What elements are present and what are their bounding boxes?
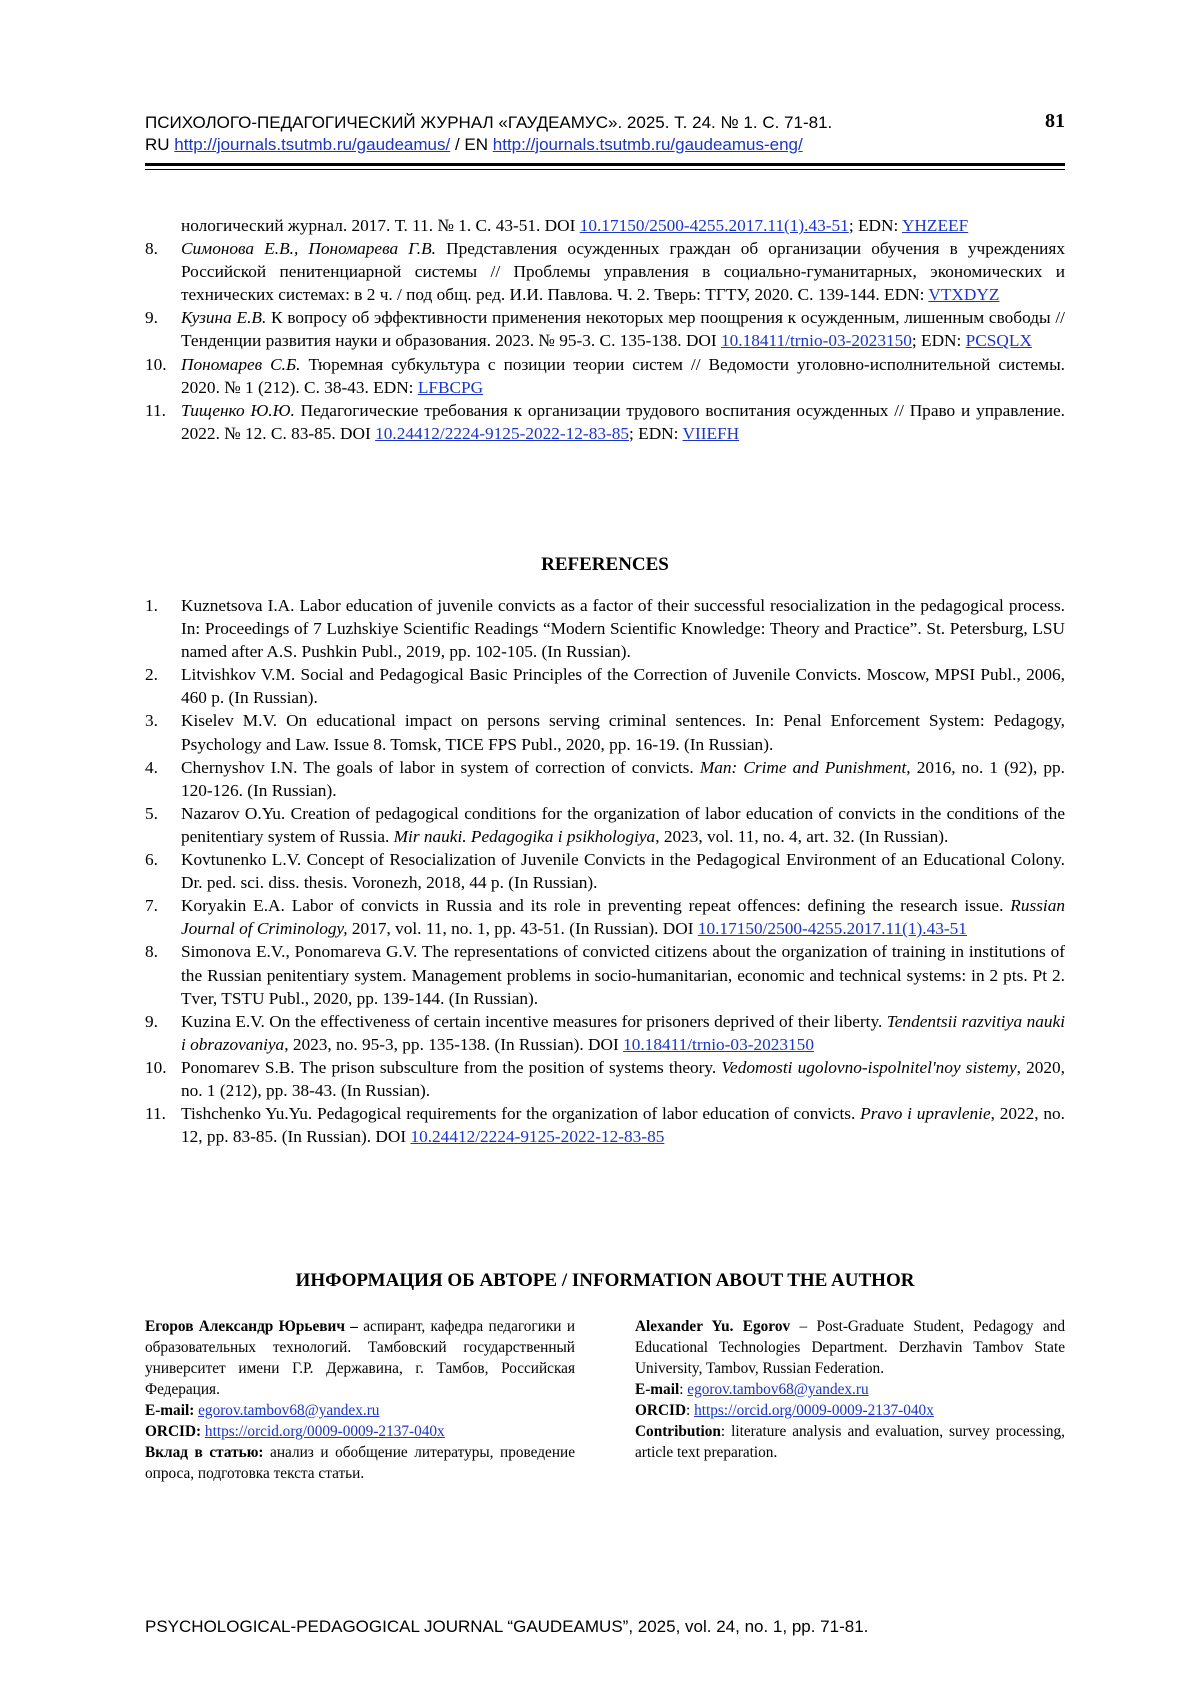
ru-prefix: RU bbox=[145, 135, 170, 154]
author-info-heading: ИНФОРМАЦИЯ ОБ АВТОРЕ / INFORMATION ABOUT THE AUTHOR bbox=[295, 1270, 915, 1291]
reference-item-10: 10. Ponomarev S.B. The prison subsculture from the position of systems theory. Vedomosti ugolovno-ispolnitel'noy sistemy, 2020, no. 1 (212), pp. 38-43. (In Russian). bbox=[145, 1057, 1065, 1100]
en-journal-link[interactable]: http://journals.tsutmb.ru/gaudeamus-eng/ bbox=[492, 135, 803, 154]
reference-item-4: 4. Chernyshov I.N. The goals of labor in system of correction of convicts. Man: Crime and Punishment, 2016, no. 1 (92), pp. 120-126. (In Russian). bbox=[145, 757, 1065, 800]
edn-link[interactable]: YHZEEF bbox=[901, 216, 969, 235]
author-info-en bbox=[635, 1316, 1065, 1463]
journal-citation-ru: ПСИХОЛОГО-ПЕДАГОГИЧЕСКИЙ ЖУРНАЛ «ГАУДЕАМУС». 2025. Т. 24. № 1. С. 71-81. bbox=[145, 113, 833, 132]
edn-link[interactable]: PCSQLX bbox=[965, 331, 1032, 351]
author-orcid-ru: ORCID: https://orcid.org/0009-0009-2137-040x bbox=[145, 1423, 445, 1440]
page-number: 81 bbox=[1045, 110, 1065, 132]
orcid-link[interactable]: https://orcid.org/0009-0009-2137-040x bbox=[694, 1402, 934, 1419]
en-separator: / EN bbox=[454, 135, 489, 154]
reference-item-6: 6. Kovtunenko L.V. Concept of Resocialization of Juvenile Convicts in the Pedagogical Environment of an Educational Colony. Dr. ped. sci. diss. thesis. Voronezh, 2018, 44 p. (In Russian). bbox=[145, 850, 1065, 893]
ref-item-10: 10. Пономарев С.Б. Тюремная субкультура с позиции теории систем // Ведомости уголовно-исполнительной системы. 2020. № 1 (212). С. 38-43. EDN: LFBCPG bbox=[145, 354, 1065, 397]
doi-link[interactable]: 10.18411/trnio-03-2023150 bbox=[623, 1034, 814, 1054]
author-bio-ru: Егоров Александр Юрьевич – аспирант, кафедра педагогики и образовательных технологий. Тамбовский государственный университет имени Г.Р. Державина, г. Тамбов, Российская Федерация. bbox=[145, 1318, 576, 1398]
author-contribution-ru: Вклад в статью: анализ и обобщение литературы, проведение опроса, подготовка текста статьи. bbox=[145, 1444, 575, 1482]
author-name-ru: Егоров Александр Юрьевич – bbox=[145, 1318, 358, 1335]
author-email-en: E-mail: egorov.tambov68@yandex.ru bbox=[635, 1381, 869, 1398]
journal-title: Vedomosti ugolovno-ispolnitel'noy sistemy bbox=[721, 1057, 1017, 1077]
reference-item-8: 8. Simonova E.V., Ponomareva G.V. The representations of convicted citizens about the organization of training in institutions of the Russian penitentiary system. Management problems in socio-humanitarian, economic and technical systems: in 2 pts. Pt 2. Tver, TSTU Publ., 2020, pp. 139-144. (In Russian). bbox=[145, 942, 1065, 1008]
reference-item-11: 11. Tishchenko Yu.Yu. Pedagogical requirements for the organization of labor education of convicts. Pravo i upravlenie, 2022, no. 12, pp. 83-85. (In Russian). DOI 10.24412/2224-9125-2022-12-83-85 bbox=[145, 1104, 1065, 1147]
doi-link[interactable]: 10.18411/trnio-03-2023150 bbox=[721, 331, 912, 351]
edn-link[interactable]: VIIEFH bbox=[682, 423, 740, 443]
ref-item-11: 11. Тищенко Ю.Ю. Педагогические требования к организации трудового воспитания осужденных // Право и управление. 2022. № 12. С. 83-85. DOI 10.24412/2224-9125-2022-12-83-85; EDN: VIIEFH bbox=[145, 400, 1065, 443]
reference-item-2: 2. Litvishkov V.M. Social and Pedagogical Basic Principles of the Correction of Juvenile Convicts. Moscow, MPSI Publ., 2006, 460 p. (In Russian). bbox=[145, 665, 1065, 708]
journal-title: Pravo i upravlenie bbox=[860, 1104, 991, 1124]
journal-urls bbox=[145, 134, 1065, 156]
ref-authors: Кузина Е.В. bbox=[181, 308, 267, 328]
email-link[interactable]: egorov.tambov68@yandex.ru bbox=[198, 1402, 380, 1419]
journal-title: Mir nauki. Pedagogika i psikhologiya bbox=[393, 826, 656, 846]
author-info-ru bbox=[145, 1316, 575, 1484]
author-email-ru: E-mail: egorov.tambov68@yandex.ru bbox=[145, 1402, 380, 1419]
email-link[interactable]: egorov.tambov68@yandex.ru bbox=[687, 1381, 869, 1398]
doi-link[interactable]: 10.17150/2500-4255.2017.11(1).43-51 bbox=[697, 919, 967, 939]
doi-link[interactable]: 10.24412/2224-9125-2022-12-83-85 bbox=[375, 423, 630, 443]
reference-item-3: 3. Kiselev M.V. On educational impact on persons serving criminal sentences. In: Penal Enforcement System: Pedagogy, Psychology and Law. Issue 8. Tomsk, TICE FPS Publ., 2020, pp. 16-19. (In Russian). bbox=[145, 711, 1065, 754]
ref-authors: Тищенко Ю.Ю. bbox=[181, 400, 295, 420]
journal-title: Tendentsii razvitiya nauki i obrazovaniya bbox=[181, 1011, 1065, 1054]
references-heading: REFERENCES bbox=[541, 554, 669, 575]
doi-link[interactable]: 10.17150/2500-4255.2017.11(1).43-51 bbox=[579, 216, 849, 235]
edn-link[interactable]: LFBCPG bbox=[417, 377, 484, 397]
header-rule-thin bbox=[145, 169, 1065, 170]
en-reference-list bbox=[145, 594, 1065, 1148]
ref-authors: Пономарев С.Б. bbox=[181, 354, 301, 374]
ref-item-9: 9. Кузина Е.В. К вопросу об эффективности применения некоторых мер поощрения к осужденным, лишенным свободы // Тенденции развития науки и образования. 2023. № 95-3. С. 135-138. DOI 10.18411/trnio-03-2023150; EDN: PCSQLX bbox=[145, 308, 1065, 351]
journal-title: Russian Journal of Criminology, bbox=[181, 896, 1065, 939]
running-footer: PSYCHOLOGICAL-PEDAGOGICAL JOURNAL “GAUDEAMUS”, 2025, vol. 24, no. 1, pp. 71-81. bbox=[145, 1617, 869, 1636]
ru-reference-list bbox=[145, 214, 1065, 445]
author-contribution-en: Contribution: literature analysis and evaluation, survey processing, article text preparation. bbox=[635, 1423, 1065, 1461]
edn-link[interactable]: VTXDYZ bbox=[928, 285, 1000, 305]
reference-item-7: 7. Koryakin E.A. Labor of convicts in Russia and its role in preventing repeat offences: defining the research issue. Russian Journal of Criminology, 2017, vol. 11, no. 1, pp. 43-51. (In Russian). DOI 10.17150/2500-4255.2017.11(1).43-51 bbox=[145, 896, 1065, 939]
journal-title: Man: Crime and Punishment bbox=[699, 757, 907, 777]
header-rule-thick bbox=[145, 163, 1065, 166]
author-bio-en: Alexander Yu. Egorov – Post-Graduate Student, Pedagogy and Educational Technologies Department. Derzhavin Tambov State University, Tambov, Russian Federation. bbox=[635, 1318, 1065, 1377]
orcid-link[interactable]: https://orcid.org/0009-0009-2137-040x bbox=[204, 1423, 445, 1440]
reference-item-9: 9. Kuzina E.V. On the effectiveness of certain incentive measures for prisoners deprived of their liberty. Tendentsii razvitiya nauki i obrazovaniya, 2023, no. 95-3, pp. 135-138. (In Russian). DOI 10.18411/trnio-03-2023150 bbox=[145, 1011, 1065, 1054]
ref-item-7-cont: нологический журнал. 2017. Т. 11. № 1. С. 43-51. DOI 10.17150/2500-4255.2017.11(1).43-51; EDN: YHZEEF bbox=[181, 216, 969, 235]
ref-authors: Симонова Е.В., Пономарева Г.В. bbox=[181, 239, 436, 259]
running-header bbox=[145, 112, 1065, 156]
ref-item-8: 8. Симонова Е.В., Пономарева Г.В. Представления осужденных граждан об организации обучения в учреждениях Российской пенитенциарной системы // Проблемы управления в социально-гуманитарных, экономических и технических системах: в 2 ч. / под общ. ред. И.И. Павлова. Ч. 2. Тверь: ТГТУ, 2020. С. 139-144. EDN: VTXDYZ bbox=[145, 239, 1065, 305]
reference-item-5: 5. Nazarov O.Yu. Creation of pedagogical conditions for the organization of labor education of convicts in the conditions of the penitentiary system of Russia. Mir nauki. Pedagogika i psikhologiya, 2023, vol. 11, no. 4, art. 32. (In Russian). bbox=[145, 803, 1065, 846]
ru-journal-link[interactable]: http://journals.tsutmb.ru/gaudeamus/ bbox=[174, 135, 451, 154]
reference-item-1: 1. Kuznetsova I.A. Labor education of juvenile convicts as a factor of their successful resocialization in the pedagogical process. In: Proceedings of 7 Luzhskiye Scientific Readings “Modern Scientific Knowledge: Theory and Practice”. St. Petersburg, LSU named after A.S. Pushkin Publ., 2019, pp. 102-105. (In Russian). bbox=[145, 596, 1065, 662]
doi-link[interactable]: 10.24412/2224-9125-2022-12-83-85 bbox=[410, 1127, 665, 1147]
author-orcid-en: ORCID: https://orcid.org/0009-0009-2137-040x bbox=[635, 1402, 934, 1419]
author-name-en: Alexander Yu. Egorov bbox=[635, 1318, 791, 1335]
